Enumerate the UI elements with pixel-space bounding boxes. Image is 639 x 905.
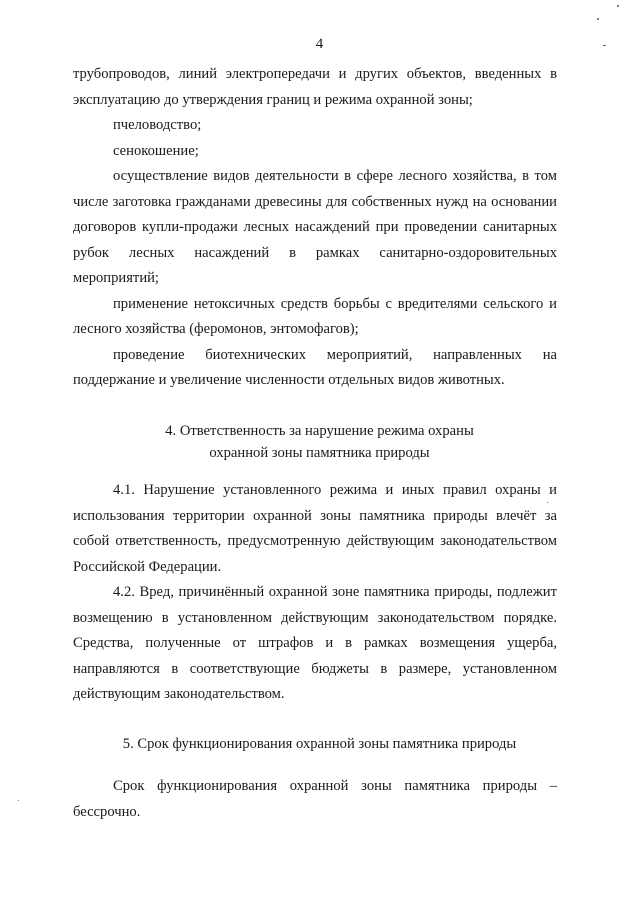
page-number: 4	[315, 36, 324, 52]
paragraph-forestry: осуществление видов деятельности в сфере лесного хозяйства, в том числе заготовка гражданами древесины для собственных нужд на основании договоров купли-продажи лесных насаждений при проведении санитарных рубок лесных насаждений в рамках санитарно-оздоровительных мероприятий;	[73, 168, 557, 286]
paragraph-pest-control: применение нетоксичных средств борьбы с вредителями сельского и лесного хозяйства (феромонов, энтомофагов);	[73, 295, 557, 337]
scan-speck	[603, 45, 606, 46]
scan-speck	[597, 18, 599, 20]
scan-speck	[617, 5, 619, 7]
section-4-heading-line-1: 4. Ответственность за нарушение режима охраны	[165, 423, 474, 439]
section-5-heading: 5. Срок функционирования охранной зоны памятника природы	[122, 736, 517, 752]
scan-speck	[547, 502, 548, 503]
paragraph-5-1: Срок функционирования охранной зоны памятника природы – бессрочно.	[73, 778, 557, 820]
section-4-heading-line-2: охранной зоны памятника природы	[209, 445, 430, 461]
scan-speck	[18, 800, 19, 801]
section-3-continuation	[73, 62, 557, 394]
paragraph-4-2: 4.2. Вред, причинённый охранной зоне памятника природы, подлежит возмещению в установленном действующим законодательством порядке. Средства, полученные от штрафов и в рамках возмещения ущерба, направляются в соответствующие бюджеты в размере, установленном действующим законодательством.	[73, 584, 557, 702]
paragraph-biotechnical: проведение биотехнических мероприятий, направленных на поддержание и увеличение численности отдельных видов животных.	[73, 346, 557, 388]
paragraph-pipelines: трубопроводов, линий электропередачи и других объектов, введенных в эксплуатацию до утверждения границ и режима охранной зоны;	[73, 66, 557, 108]
paragraph-4-1: 4.1. Нарушение установленного режима и иных правил охраны и использования территории охранной зоны памятника природы влечёт за собой ответственность, предусмотренную действующим законодательством Российской Федерации.	[73, 482, 557, 575]
section-4-body	[73, 478, 557, 708]
section-4-heading	[0, 420, 639, 464]
paragraph-beekeeping: пчеловодство;	[113, 117, 202, 133]
section-5-body	[73, 774, 557, 825]
paragraph-haymaking: сенокошение;	[113, 142, 199, 159]
